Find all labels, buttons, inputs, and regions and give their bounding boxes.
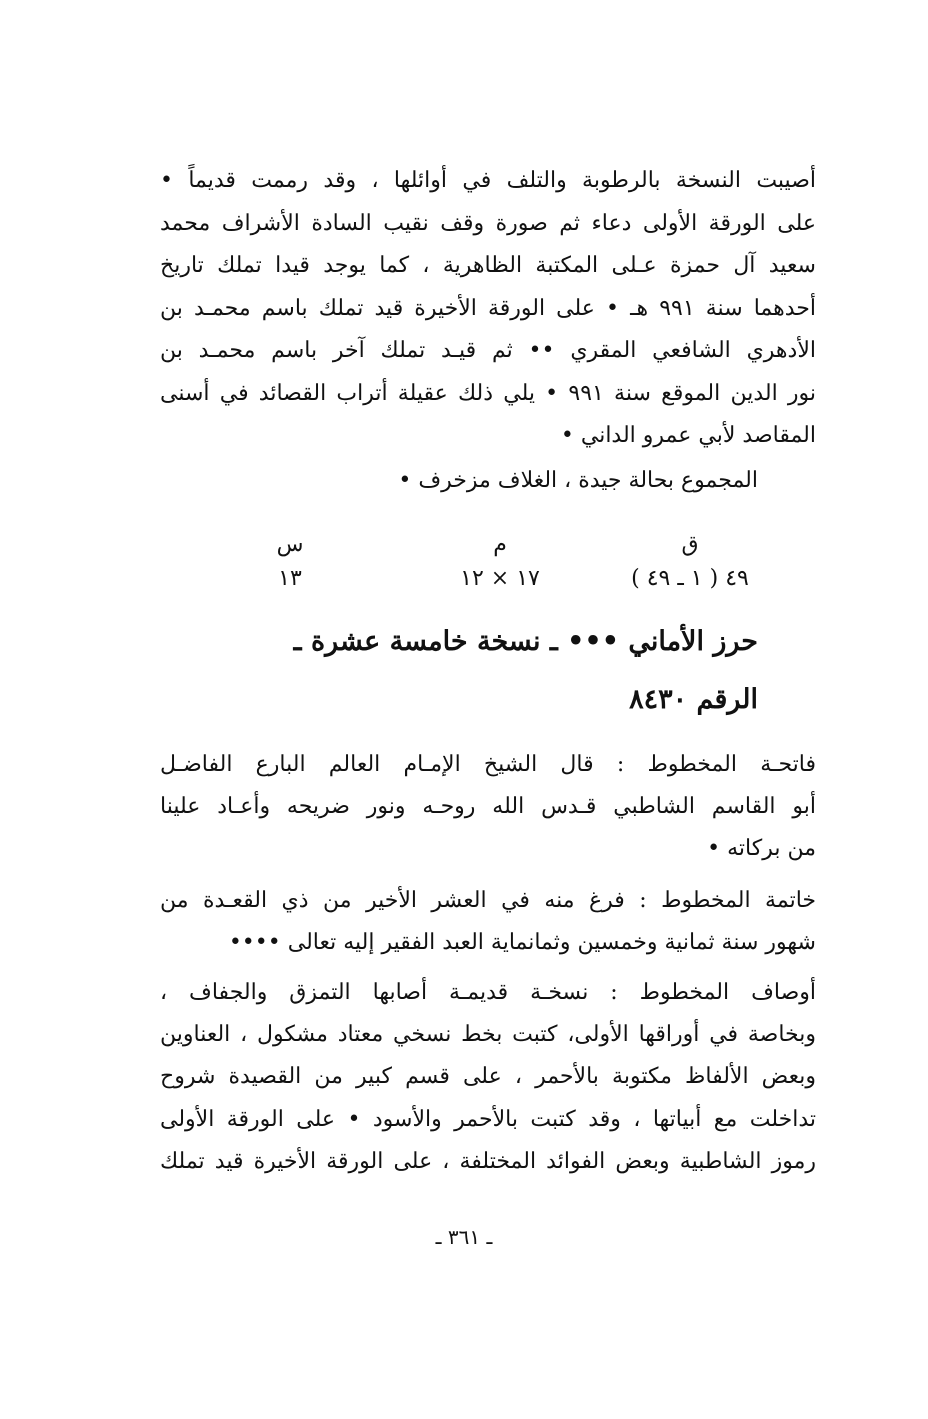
size-value: ١٧ × ١٢ bbox=[460, 566, 540, 591]
text-line: شهور سنة ثمانية وخمسين وثمانماية العبد الفقير إليه تعالى •••• bbox=[228, 930, 816, 955]
text-line: وبخاصة في أوراقها الأولى، كتبت بخط نسخي معتاد مشكول ، العناوين bbox=[160, 1022, 816, 1048]
manuscript-number: الرقم ٨٤٣٠ bbox=[629, 684, 758, 715]
size-label: م bbox=[493, 532, 507, 557]
text-line: أصيبت النسخة بالرطوبة والتلف في أوائلها ، وقد رممت قديماً • bbox=[160, 168, 816, 193]
text-line: رموز الشاطبية وبعض الفوائد المختلفة ، على الورقة الأخيرة قيد تملك bbox=[160, 1148, 816, 1174]
text-line: وبعض الألفاظ مكتوبة بالأحمر ، على قسم كبير من القصيدة شروح bbox=[160, 1064, 816, 1090]
text-line: الأدهري الشافعي المقري •• ثم قيـد تملك آخر باسم محمـد بن bbox=[160, 338, 816, 363]
text-line: تداخلت مع أبياتها ، وقد كتبت بالأحمر والأسود • على الورقة الأولى bbox=[160, 1106, 816, 1132]
text-line: على الورقة الأولى دعاء ثم صورة وقف نقيب السادة الأشراف محمد bbox=[160, 210, 816, 236]
lines-value: ١٣ bbox=[278, 566, 302, 591]
paragraph-opening bbox=[160, 744, 816, 870]
collection-condition: المجموع بحالة جيدة ، الغلاف مزخرف • bbox=[398, 468, 758, 493]
size-column bbox=[430, 528, 570, 596]
text-line: فاتحـة المخطوط : قال الشيخ الإمـام العالم البارع الفاضـل bbox=[160, 752, 816, 777]
leaves-value: ٤٩ ( ١ ـ ٤٩ ) bbox=[631, 566, 749, 591]
text-line: نور الدين الموقع سنة ٩٩١ • يلي ذلك عقيلة أتراب القصائد في أسنى bbox=[160, 380, 816, 406]
dimensions-table bbox=[240, 528, 760, 598]
paragraph-description bbox=[160, 972, 816, 1183]
text-line: خاتمة المخطوط : فرغ منه في العشر الأخير من ذي القعـدة من bbox=[160, 888, 816, 913]
lines-column bbox=[220, 528, 360, 596]
page-number: ـ ٣٦١ ـ bbox=[435, 1225, 493, 1249]
text-line: من بركاته • bbox=[707, 836, 816, 861]
text-line: المقاصد لأبي عمرو الداني • bbox=[560, 423, 816, 448]
text-line: أحدهما سنة ٩٩١ هـ • على الورقة الأخيرة قيد تملك باسم محمـد بن bbox=[160, 295, 816, 321]
text-line: سعيد آل حمزة عـلى المكتبة الظاهرية ، كما يوجد قيدا تملك تاريخ bbox=[160, 253, 816, 278]
paragraph-ending bbox=[160, 880, 816, 964]
lines-label: س bbox=[276, 532, 304, 557]
text-line: أوصاف المخطوط : نسخـة قديمـة أصابها التمزق والجفاف ، bbox=[160, 980, 816, 1005]
leaves-label: ق bbox=[681, 532, 699, 557]
text-line: أبو القاسم الشاطبي قـدس الله روحـه ونور ضريحه وأعـاد علينا bbox=[160, 794, 816, 819]
section-heading: حرز الأماني ••• ـ نسخة خامسة عشرة ـ bbox=[293, 626, 758, 657]
leaves-column bbox=[620, 528, 760, 596]
paragraph-condition-notes bbox=[160, 160, 816, 458]
